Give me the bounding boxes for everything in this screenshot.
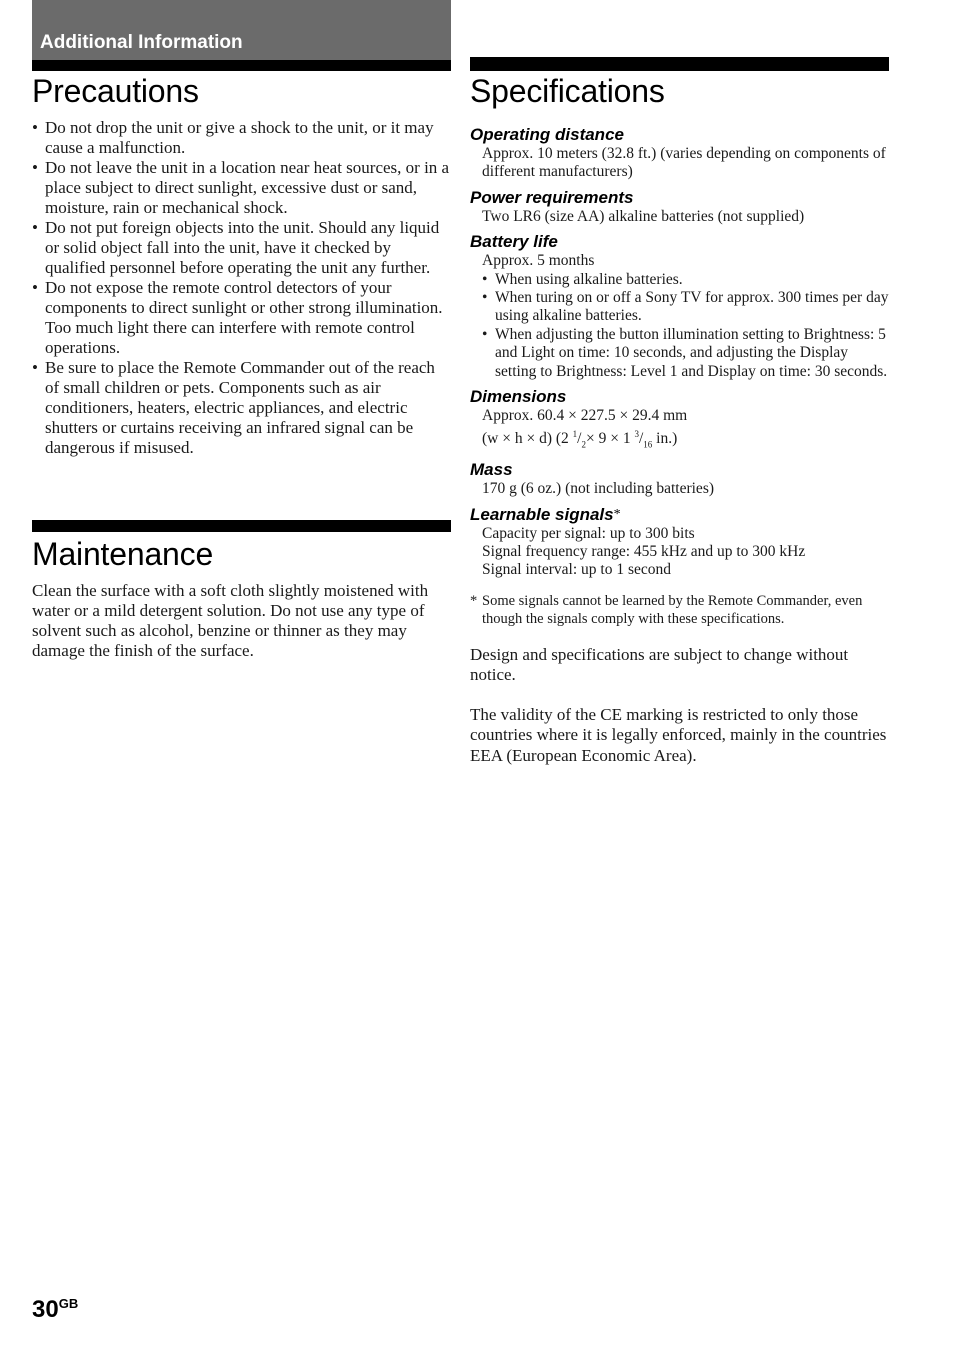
spec-value-block [470, 525, 890, 580]
spec-value: 170 g (6 oz.) (not including batteries) [482, 480, 715, 498]
maintenance-rule [32, 520, 451, 532]
footnote-asterisk: * [613, 506, 621, 522]
spec-power-requirements [470, 188, 890, 226]
spec-value: Two LR6 (size AA) alkaline batteries (not supplied) [482, 207, 805, 225]
list-item: • Do not put foreign objects into the unit. Should any liquid or solid object fall into the unit, have it checked by qualified personnel before operating the unit any further. [32, 218, 452, 278]
footnote [470, 592, 890, 629]
fraction-denominator: 16 [643, 439, 653, 450]
battery-conditions-list [482, 271, 890, 381]
spec-value: Approx. 5 months [482, 252, 595, 270]
specifications-body [470, 125, 890, 766]
precautions-list-block [32, 118, 452, 458]
page-number-value: 30 [32, 1296, 59, 1323]
spec-label: Battery life [470, 232, 558, 252]
precautions-heading: Precautions [32, 73, 199, 109]
spec-label: Operating distance [470, 125, 624, 144]
spec-value: Approx. 60.4 × 227.5 × 29.4 mm [482, 407, 688, 425]
ce-marking-text: The validity of the CE marking is restricted to only those countries where it is legally enforced, mainly in the countries EEA (European Economic Area). [470, 704, 887, 765]
footnote-mark: * [470, 592, 478, 609]
spec-label: Mass [470, 460, 513, 480]
list-item: • Do not drop the unit or give a shock to the unit, or it may cause a malfunction. [32, 118, 452, 158]
spec-value-inches: (w × h × d) (2 $^1/_2\times 9 \times 1$ $^3/_{16}$ in.) [482, 429, 678, 450]
list-item: • Do not leave the unit in a location near heat sources, or in a place subject to direct sunlight, excessive dust or sand, moisture, rain or mechanical shock. [32, 158, 452, 218]
notice-text: Design and specifications are subject to change without notice. [470, 644, 849, 685]
spec-value: Signal interval: up to 1 second [482, 561, 671, 579]
spec-label-wrap [470, 505, 890, 525]
list-item: • When using alkaline batteries. [482, 271, 890, 289]
list-item: • When adjusting the button illumination setting to Brightness: 5 and Light on time: 10 seconds, and adjusting the Display setting to Brightness: Level 1 and Display on time: 30 seconds. [482, 326, 890, 381]
maintenance-heading: Maintenance [32, 536, 214, 572]
fraction-numerator: 3 [634, 429, 639, 440]
spec-label: Dimensions [470, 387, 567, 407]
maintenance-text: Clean the surface with a soft cloth slightly moistened with water or a mild detergent solution. Do not use any type of solvent such as alcohol, benzine or thinner as they may damage the finish of the surface. [32, 581, 429, 660]
list-item: • When turing on or off a Sony TV for approx. 300 times per day using alkaline batteries. [482, 289, 890, 326]
footnote-text: Some signals cannot be learned by the Remote Commander, even though the signals comply with these specifications. [482, 592, 863, 628]
dim-text: (w × h × d) (2 [482, 430, 573, 448]
specifications-rule [470, 57, 889, 71]
spec-battery-life [470, 232, 890, 381]
spec-mass [470, 460, 890, 498]
spec-operating-distance [470, 125, 890, 182]
section-header-tab [32, 0, 451, 60]
spec-value-block [470, 252, 890, 381]
dim-text: in.) [652, 430, 678, 448]
page-number [32, 1296, 78, 1324]
list-item: • Do not expose the remote control detectors of your components to direct sunlight or other strong illumination. Too much light there can interfere with remote control operations. [32, 278, 452, 358]
fraction-denominator: 2 [581, 439, 586, 450]
fraction-numerator: 1 [572, 429, 578, 440]
spec-dimensions [470, 387, 890, 454]
precautions-list [32, 118, 452, 458]
spec-value: Signal frequency range: 455 kHz and up to 300 kHz [482, 542, 806, 560]
page-number-suffix: GB [58, 1296, 79, 1311]
spec-value: Capacity per signal: up to 300 bits [482, 524, 695, 542]
spec-label: Power requirements [470, 187, 634, 207]
list-item: • Be sure to place the Remote Commander out of the reach of small children or pets. Components such as air conditioners, heaters, electric appliances, and electric shutters or curtains receiving an infrared signal can be dangerous if misused. [32, 358, 452, 458]
spec-label: Learnable signals [470, 504, 614, 524]
section-header-label: Additional Information [40, 32, 243, 53]
spec-value-block [470, 407, 890, 454]
spec-value: Approx. 10 meters (32.8 ft.) (varies depending on components of different manufacturers) [482, 145, 886, 181]
specifications-heading: Specifications [470, 73, 665, 109]
spec-learnable-signals [470, 505, 890, 580]
precautions-rule [32, 60, 451, 71]
dim-text: × 9 × 1 [585, 430, 635, 448]
